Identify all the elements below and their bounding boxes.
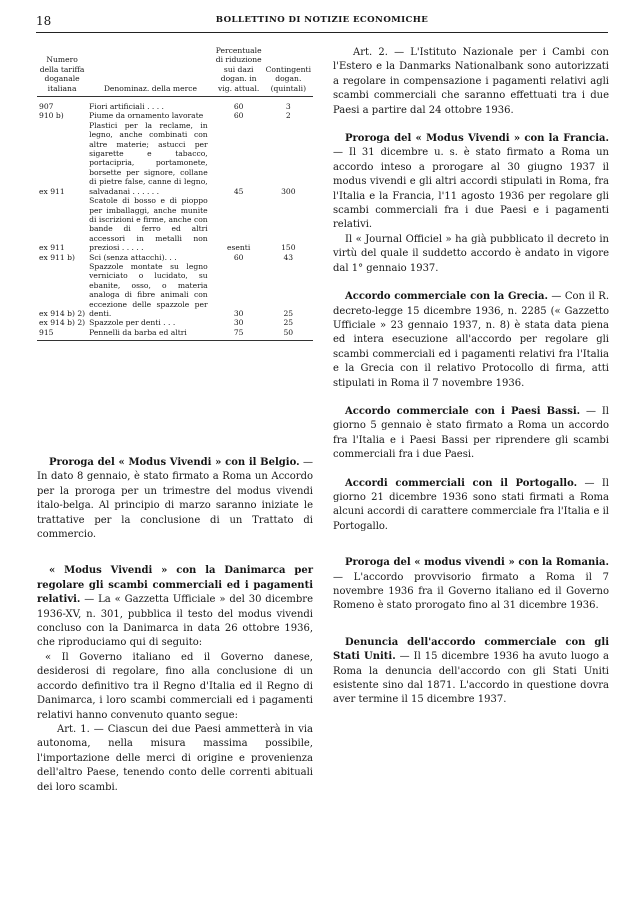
section-paragraph (333, 477, 609, 535)
section-paragraph (333, 290, 609, 391)
contingent-value: 25 (283, 308, 294, 318)
section-heading: Proroga del « Modus Vivendi » con il Belgio. (49, 457, 300, 468)
tariff-table-header-row (37, 46, 313, 97)
section-text: — Con il R. decreto-legge 15 dicembre 1936, n. 2285 (« Gazzetto Ufficiale » 23 gennaio 1937, n. 8) è stata data piena ed intera esecuzione all'accordo per regolare gli scambi commerciali ed i pagamenti relativi fra l'Italia e la Grecia con il relativo Protocollo di firma, atti stipulati in Roma il 7 novembre 1936. (333, 291, 609, 389)
section-text: — Il 15 dicembre 1936 ha avuto luogo a Roma la denuncia dell'accordo con gli Stati Uniti esistente sino dal 1871. L'accordo in questione dovra aver termine il 15 dicembre 1937. (333, 651, 609, 706)
header-goods: Denominaz. della merce (87, 46, 214, 97)
contingent-value: 25 (283, 318, 294, 328)
reduction-value: 60 (233, 252, 244, 262)
running-title: BOLLETTINO DI NOTIZIE ECONOMICHE (215, 15, 429, 25)
section-danimarca (37, 564, 313, 795)
section-portogallo (333, 477, 609, 535)
contingent-value: 43 (283, 252, 294, 262)
section-text: — L'accordo provvisorio firmato a Roma il 7 novembre 1936 fra il Governo italiano ed il Governo Romeno è stato prorogato fino al 31 dicembre 1936. (333, 571, 609, 612)
section-heading: « Modus Vivendi » con la Danimarca per regolare gli scambi commerciali ed i pagamenti relativi. (37, 565, 313, 606)
section-heading: Proroga del « Modus Vivendi » con la Francia. (345, 133, 609, 145)
goods-description: Spazzole per denti . . . (89, 318, 176, 328)
section-paragraph-2: Il « Journal Officiel » ha già pubblicato il decreto in virtù del quale il suddetto accordo è andato in vigore dal 1° gennaio 1937. (333, 233, 609, 274)
tariff-number: 907 (39, 102, 54, 112)
contingent-value: 150 (281, 243, 296, 253)
reduction-value: 45 (233, 186, 244, 196)
reduction-value: esenti (227, 243, 251, 253)
table-row (37, 97, 313, 112)
table-row (37, 121, 313, 196)
section-paragraph (333, 556, 609, 614)
goods-description: Sci (senza attacchi). . . (89, 252, 177, 262)
tariff-number: ex 911 (39, 243, 65, 253)
tariff-number: ex 914 b) 2) (39, 318, 86, 328)
tariff-number: ex 911 b) (39, 252, 75, 262)
tariff-table (37, 46, 313, 341)
table-row (37, 111, 313, 120)
header-contingent: Contingenti dogan. (quintali) (264, 46, 313, 97)
goods-description: Plastici per la reclame, in legno, anche combinati con altre materie; astucci per sigarette e tabacco, portacipria, portamonete, borsette per signore, collane di pietre false, canne di legno, salvadanai . . . . . . (89, 120, 208, 196)
section-text: — Il giorno 21 dicembre 1936 sono stati firmati a Roma alcuni accordi di carattere commerciale fra l'Italia e il Portogallo. (333, 477, 609, 532)
reduction-value: 30 (233, 318, 244, 328)
section-paragraph (333, 405, 609, 463)
tariff-number: ex 914 b) 2) (39, 308, 86, 318)
page-number: 18 (36, 14, 52, 28)
section-romania (333, 556, 609, 614)
quote-paragraph: « Il Governo italiano ed il Governo danese, desiderosi di regolare, fino alla conclusione di un accordo definitivo tra il Regno d'Italia ed il Regno di Danimarca, i loro scambi commerciali ed i pagamenti relativi hanno convenuto quanto segue: (37, 651, 313, 721)
page-header (36, 14, 608, 33)
section-heading: Accordi commerciali con il Portogallo. (345, 477, 578, 489)
section-paragraph (333, 132, 609, 233)
contingent-value: 300 (281, 186, 296, 196)
table-row (37, 262, 313, 318)
section-text: — La « Gazzetta Ufficiale » del 30 dicembre 1936-XV, n. 301, pubblica il testo del modus vivendi concluso con la Danimarca in data 26 ottobre 1936, che riproduciamo qui di seguito: (37, 594, 313, 649)
contingent-value: 2 (285, 111, 291, 121)
tariff-number: 910 b) (39, 111, 64, 121)
section-grecia (333, 290, 609, 391)
reduction-value: 30 (233, 308, 244, 318)
reduction-value: 60 (233, 111, 244, 121)
section-francia (333, 132, 609, 276)
section-paragraph (333, 636, 609, 708)
goods-description: Pennelli da barba ed altri (87, 328, 214, 341)
tariff-number: ex 911 (39, 186, 65, 196)
table-row (37, 328, 313, 341)
article-2: Art. 2. — L'Istituto Nazionale per i Cambi con l'Estero e la Danmarks Nationalbank sono autorizzati a regolare in compensazione i pagamenti relativi agli scambi commerciali che saranno effettuati tra i due Paesi a partire dal 24 ottobre 1936. (333, 47, 609, 116)
goods-description: Spazzole montate su legno verniciato o lucidato, su ebanite, osso, o materia analoga di fibre animali con eccezione delle spazzole per denti. (89, 261, 208, 318)
reduction-value: 60 (233, 102, 244, 112)
goods-description: Fiori artificiali . . . . (89, 102, 164, 112)
tariff-number: 915 (37, 328, 87, 341)
section-heading: Accordo commerciale con i Paesi Bassi. (345, 405, 581, 417)
reduction-value: 75 (214, 328, 264, 341)
section-text: — Il giorno 5 gennaio è stato firmato a Roma un accordo fra l'Italia e i Paesi Bassi per riprendere gli scambi commerciali fra i due Paesi. (333, 405, 609, 461)
header-number: Numero della tariffa doganale italiana (37, 46, 87, 97)
table-row (37, 318, 313, 327)
section-heading: Proroga del « modus vivendi » con la Romania. (345, 557, 609, 569)
quoted-text (37, 651, 313, 795)
section-paragraph (37, 456, 313, 542)
section-belgio (37, 456, 313, 542)
table-row (37, 253, 313, 262)
section-heading: Accordo commerciale con la Grecia. (345, 291, 548, 303)
goods-description: Piume da ornamento lavorate (89, 111, 204, 121)
section-paesi-bassi (333, 405, 609, 463)
tariff-table-wrapper (37, 46, 313, 442)
section-text: — In dato 8 gennaio, è stato firmato a Roma un Accordo per la proroga per un trimestre del modus vivendi italo-belga. Al principio di marzo saranno iniziate le trattative per la conclusione di un Trattato di commercio. (37, 457, 313, 541)
section-text: — Il 31 dicembre u. s. è stato firmato a Roma un accordo inteso a prorogare al 30 giugno 1937 il modus vivendi e gli altri accordi stipulati in Roma, fra l'Italia e la Francia, l'11 agosto 1936 per regolare gli scambi commerciali fra i due Paesi e i pagamenti relativi. (333, 147, 609, 231)
section-stati-uniti (333, 636, 609, 708)
section-paragraph (37, 564, 313, 650)
right-column (333, 46, 609, 708)
goods-description: Scatole di bosso e di pioppo per imballaggi, anche munite di iscrizioni e firme, anche con bande di ferro ed altri accessori in metalli non preziosi . . . . . (89, 196, 208, 253)
section-heading: Denuncia dell'accordo commerciale con gli Stati Uniti. (333, 636, 609, 663)
contingent-value: 3 (285, 102, 291, 112)
contingent-value: 50 (264, 328, 313, 341)
article-1: Art. 1. — Ciascun dei due Paesi ammetterà in via autonoma, nella misura massima possibile, l'importazione delle merci di origine e provenienza dell'altro Paese, tenendo conto delle correnti abituali dei loro scambi. (37, 723, 313, 793)
header-reduction: Percentuale di riduzione sui dazi dogan. in vig. attual. (214, 46, 264, 97)
table-row (37, 196, 313, 252)
left-column (37, 46, 313, 795)
